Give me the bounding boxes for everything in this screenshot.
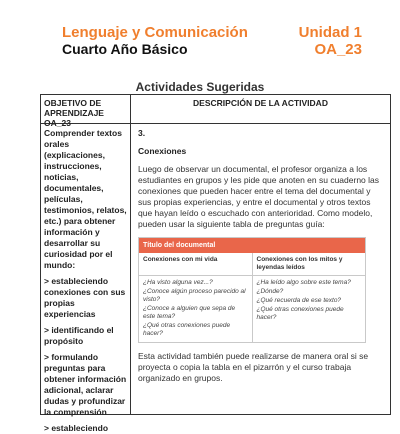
activity-cell	[131, 124, 390, 414]
description-column-header: DESCRIPCIÓN DE LA ACTIVIDAD	[193, 98, 328, 108]
objective-intro: Comprender textos orales (explicaciones, instrucciones, noticias, documentales, películas, testimonios, relatos, etc.) para obtener información y desarrollar su curiosidad por el mundo:	[44, 128, 127, 270]
guide-question: ¿Ha leído algo sobre este tema?	[256, 279, 351, 286]
section-title: Actividades Sugeridas	[135, 80, 265, 94]
guide-question: ¿Dónde?	[256, 288, 284, 295]
guide-question: ¿Ha visto alguna vez...?	[143, 279, 213, 286]
guide-col1-questions	[139, 276, 253, 342]
guide-table-title: Título del documental	[139, 238, 365, 253]
objective-code: OA_23	[314, 41, 362, 58]
guide-question: ¿Qué otras conexiones puede hacer?	[256, 306, 344, 321]
objective-column-header: OBJETIVO DE APRENDIZAJE OA_23	[41, 95, 131, 123]
objective-item: > formulando preguntas para obtener información adicional, aclarar dudas y profundizar la comprensión	[44, 352, 127, 417]
guide-question: ¿Qué otras conexiones puede hacer?	[143, 322, 231, 337]
guide-question: ¿Conoce a alguien que sepa de este tema?	[143, 305, 236, 320]
activity-paragraph: Luego de observar un documental, el profesor organiza a los estudiantes en grupos y les pide que anoten en su cuaderno las conexiones que pueden hacer entre el tema del documental y sus propias experiencias, y entre el documental y otros textos que hayan leído o escuchado con anterioridad. Como modelo, pueden usar la siguiente tabla de preguntas guía:	[138, 164, 380, 229]
guide-col2-questions	[253, 276, 366, 342]
objective-cell	[41, 124, 131, 433]
activity-number: 3.	[138, 128, 146, 138]
activity-closing: Esta actividad también puede realizarse de manera oral si se proyecta o copia la tabla en el pizarrón y el curso trabaja organizado en grupos.	[138, 351, 369, 383]
guide-question: ¿Qué recuerda de ese texto?	[256, 297, 342, 304]
grade-label: Cuarto Año Básico	[62, 41, 188, 57]
guide-col2-header: Conexiones con los mitos y leyendas leídos	[256, 256, 343, 271]
guide-question: ¿Conoce algún proceso parecido al visto?	[143, 288, 246, 303]
table-header-row	[41, 95, 390, 128]
objective-item: > estableciendo conexiones con sus propias experiencias	[44, 276, 126, 319]
header-right	[299, 24, 362, 58]
activity-table	[40, 94, 391, 433]
guide-col1-header: Conexiones con mi vida	[139, 253, 253, 275]
guide-questions-table	[138, 237, 366, 343]
guide-table-header	[139, 253, 365, 276]
header-left	[62, 24, 248, 58]
objective-item: > estableciendo	[44, 423, 109, 433]
objective-item: > identificando el propósito	[44, 325, 114, 346]
subject-title: Lenguaje y Comunicación	[62, 24, 248, 41]
guide-table-body	[139, 276, 365, 342]
activity-title: Conexiones	[138, 146, 187, 156]
table-body-row	[41, 124, 390, 433]
unit-label: Unidad 1	[298, 24, 362, 41]
